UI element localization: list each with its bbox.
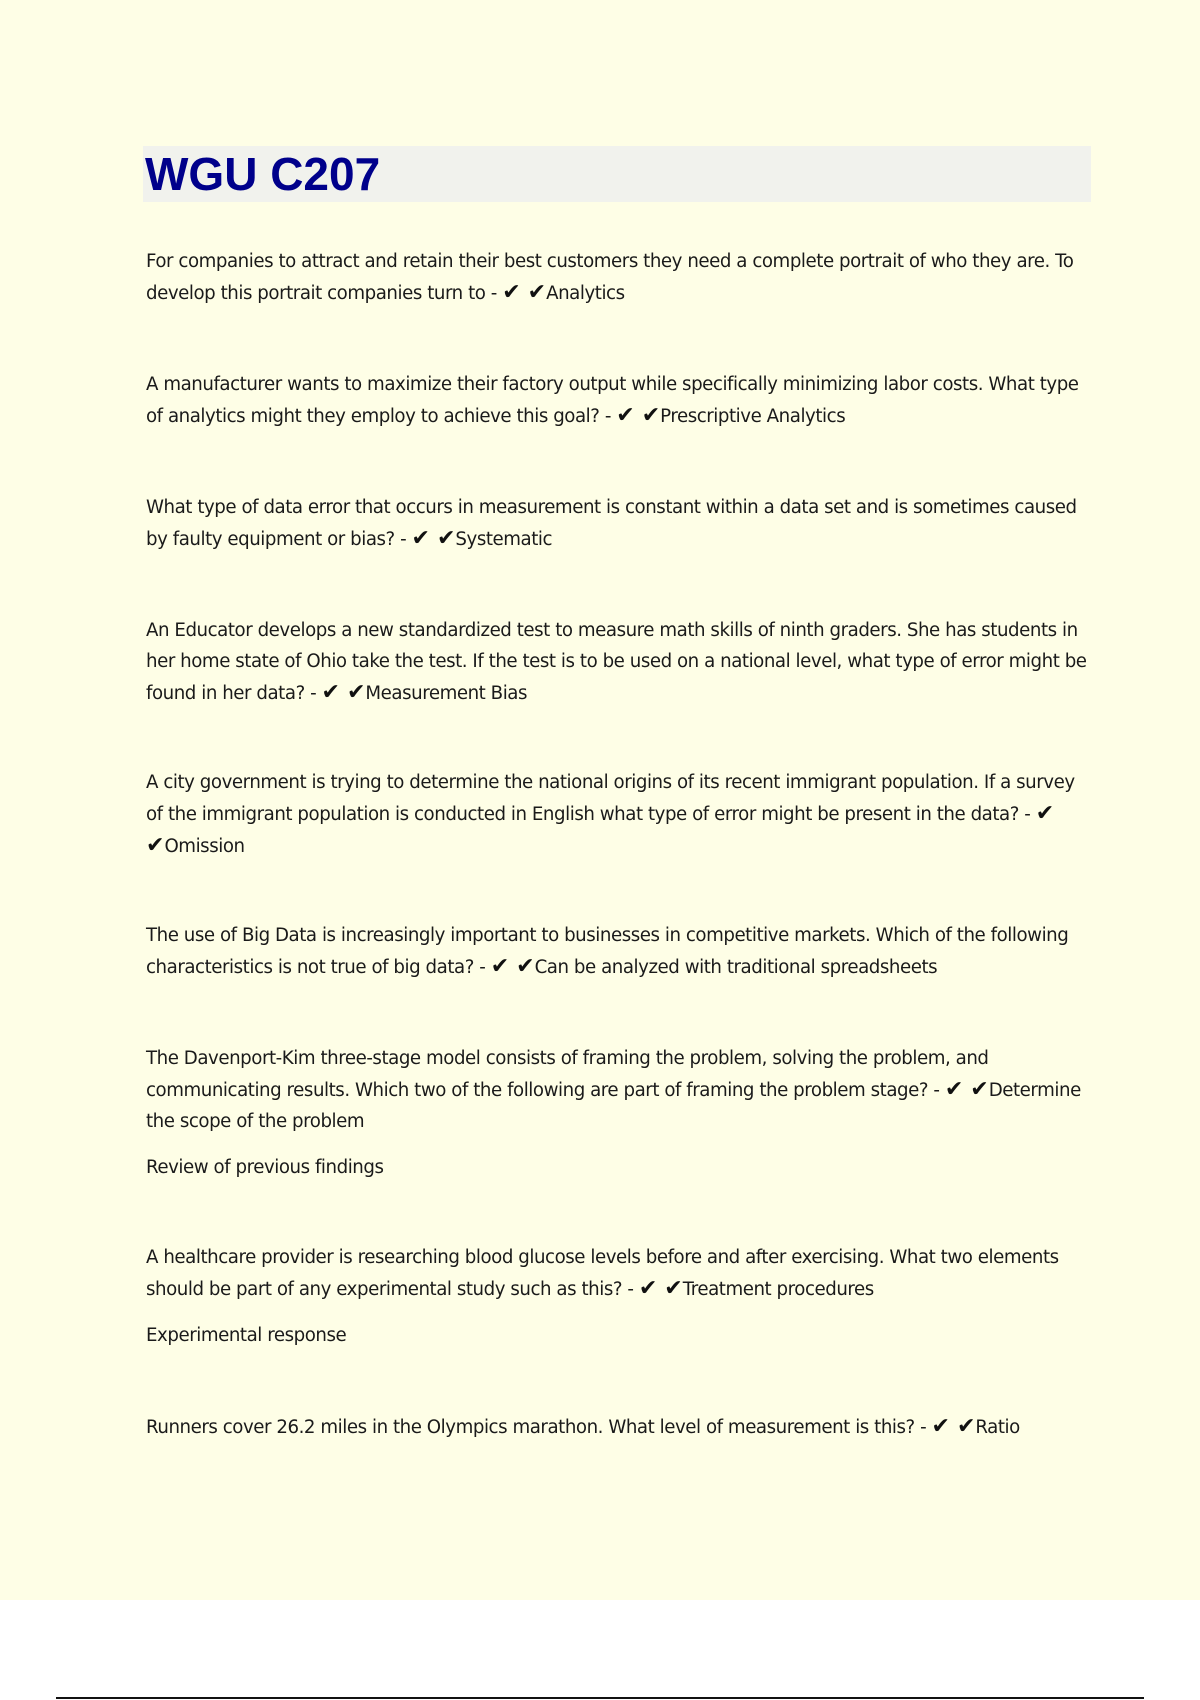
qa-question-line (146, 767, 1096, 862)
question-text: A healthcare provider is researching blood glucose levels before and after exercising. What two elements should be part of any experimental study such as this? - (146, 1247, 1059, 1300)
qa-extra-answer: Experimental response (146, 1325, 347, 1346)
answer-text: Omission (164, 836, 245, 857)
double-check-icon: ✔ ✔ (638, 1276, 683, 1301)
double-check-icon: ✔ ✔ (502, 280, 547, 305)
qa-extra-answer: Review of previous findings (146, 1157, 384, 1178)
question-text: What type of data error that occurs in measurement is constant within a data set and is sometimes caused by faulty equipment or bias? - (146, 497, 1077, 550)
question-text: The Davenport-Kim three-stage model consists of framing the problem, solving the problem, and communicating results. Which two of the following are part of framing the problem stage? - (146, 1048, 989, 1101)
qa-question-line (146, 1411, 1096, 1443)
answer-text: Prescriptive Analytics (660, 406, 846, 427)
question-text: A city government is trying to determine the national origins of its recent immigrant population. If a survey of the immigrant population is conducted in English what type of error might be present in the data? - (146, 772, 1075, 825)
double-check-icon: ✔ ✔ (944, 1077, 989, 1102)
title-band (143, 146, 1091, 202)
qa-item (146, 369, 1096, 432)
qa-item (146, 920, 1096, 983)
qa-item (146, 1242, 1096, 1351)
answer-text: Measurement Bias (365, 683, 528, 704)
double-check-icon: ✔ ✔ (490, 954, 535, 979)
double-check-icon: ✔ ✔ (321, 680, 366, 705)
double-check-icon: ✔ ✔ (411, 526, 456, 551)
double-check-icon: ✔ ✔ (616, 403, 661, 428)
qa-question-line (146, 615, 1096, 709)
qa-item (146, 1043, 1096, 1183)
answer-text: Determine the scope of the problem (146, 1080, 1081, 1132)
answer-text: Ratio (975, 1417, 1020, 1438)
double-check-icon: ✔ ✔ (931, 1414, 976, 1439)
qa-item (146, 767, 1096, 862)
qa-question-line (146, 492, 1096, 555)
answer-text: Systematic (455, 529, 553, 550)
double-check-icon: ✔ ✔ (146, 801, 1055, 858)
qa-item (146, 615, 1096, 709)
qa-item (146, 1411, 1096, 1443)
footer-divider (56, 1697, 1144, 1699)
qa-question-line (146, 246, 1096, 309)
document-title: WGU C207 (145, 148, 381, 200)
answer-text: Can be analyzed with traditional spreadsheets (534, 957, 938, 978)
question-text: The use of Big Data is increasingly important to businesses in competitive markets. Which of the following characteristics is not true of big data? - (146, 925, 1069, 978)
question-text: Runners cover 26.2 miles in the Olympics marathon. What level of measurement is this? - (146, 1417, 932, 1438)
qa-question-line (146, 369, 1096, 432)
qa-item (146, 492, 1096, 555)
qa-item (146, 246, 1096, 309)
question-text: For companies to attract and retain their best customers they need a complete portrait of who they are. To develop this portrait companies turn to - (146, 251, 1074, 304)
answer-text: Treatment procedures (682, 1279, 874, 1300)
qa-question-line (146, 920, 1096, 983)
qa-question-line (146, 1242, 1096, 1305)
answer-text: Analytics (546, 283, 625, 304)
question-text: An Educator develops a new standardized test to measure math skills of ninth graders. She has students in her home state of Ohio take the test. If the test is to be used on a national level, what type of error might be found in her data? - (146, 620, 1087, 704)
question-text: A manufacturer wants to maximize their factory output while specifically minimizing labor costs. What type of analytics might they employ to achieve this goal? - (146, 374, 1079, 427)
qa-question-line (146, 1043, 1096, 1137)
